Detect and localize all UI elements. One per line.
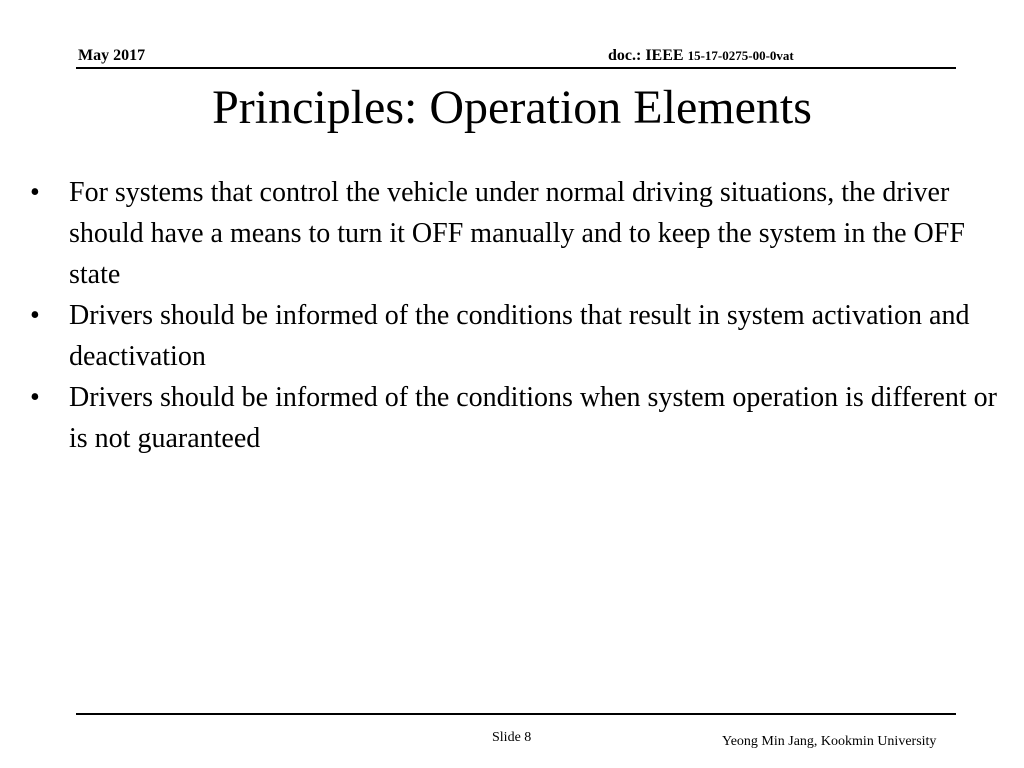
bullet-item: [30, 377, 1020, 459]
bullet-text: For systems that control the vehicle under normal driving situations, the driver should have a means to turn it OFF manually and to keep the system in the OFF state: [69, 177, 965, 290]
header-doc-label: doc.: IEEE: [608, 47, 688, 64]
bullet-text: Drivers should be informed of the conditions that result in system activation and deactivation: [69, 300, 970, 372]
bullet-marker: •: [30, 300, 40, 331]
footer-divider: [76, 713, 956, 715]
footer-author: Yeong Min Jang, Kookmin University: [722, 734, 937, 749]
bullet-text: Drivers should be informed of the conditions when system operation is different or is not guaranteed: [69, 382, 997, 454]
bullet-list: [30, 172, 1020, 459]
header-doc-number: 15-17-0275-00-0vat: [687, 48, 794, 63]
bullet-marker: •: [30, 382, 40, 413]
header-divider: [76, 67, 956, 69]
bullet-marker: •: [30, 177, 40, 208]
bullet-item: [30, 295, 1020, 377]
slide-number: Slide 8: [492, 730, 532, 745]
header-doc-id: [608, 46, 794, 66]
bullet-item: [30, 172, 1020, 295]
header-date: May 2017: [78, 47, 146, 64]
slide-title: Principles: Operation Elements: [212, 81, 812, 134]
